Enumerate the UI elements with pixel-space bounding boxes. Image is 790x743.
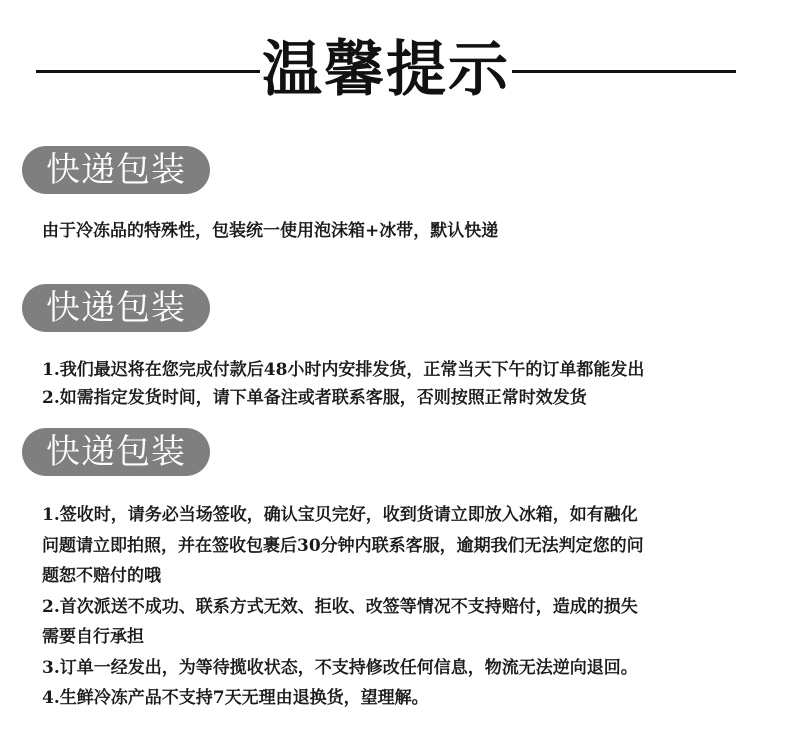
body-line: 2.首次派送不成功、联系方式无效、拒收、改签等情况不支持赔付，造成的损失: [42, 596, 638, 617]
title-row: [0, 30, 790, 110]
body-line: 题恕不赔付的哦: [42, 566, 161, 586]
title-rule-left: [36, 70, 260, 73]
page-title: 温馨提示: [262, 35, 510, 105]
section-heading-receipt: 快递包装: [22, 428, 210, 476]
section-heading-shipping-time: 快递包装: [22, 284, 210, 332]
body-line: 问题请立即拍照，并在签收包裹后30分钟内联系客服，逾期我们无法判定您的问: [42, 535, 644, 556]
section-body-packaging: [42, 218, 742, 244]
body-line: 由于冷冻品的特殊性，包装统一使用泡沫箱+冰带，默认快递: [42, 221, 499, 241]
body-line: 1.签收时，请务必当场签收，确认宝贝完好，收到货请立即放入冰箱，如有融化: [42, 505, 638, 525]
section-body-shipping: [42, 356, 742, 412]
section-heading-delivery-packaging: 快递包装: [22, 146, 210, 194]
body-line: 3.订单一经发出，为等待揽收状态，不支持修改任何信息，物流无法逆向退回。: [42, 657, 638, 678]
body-line: 2.如需指定发货时间，请下单备注或者联系客服，否则按照正常时效发货: [42, 388, 587, 408]
title-rule-right: [512, 70, 736, 73]
body-line: 1.我们最迟将在您完成付款后48小时内安排发货，正常当天下午的订单都能发出: [42, 360, 645, 380]
body-line: 4.生鲜冷冻产品不支持7天无理由退换货，望理解。: [42, 688, 429, 708]
body-line: 需要自行承担: [42, 627, 144, 647]
section-body-receipt: [42, 500, 742, 714]
